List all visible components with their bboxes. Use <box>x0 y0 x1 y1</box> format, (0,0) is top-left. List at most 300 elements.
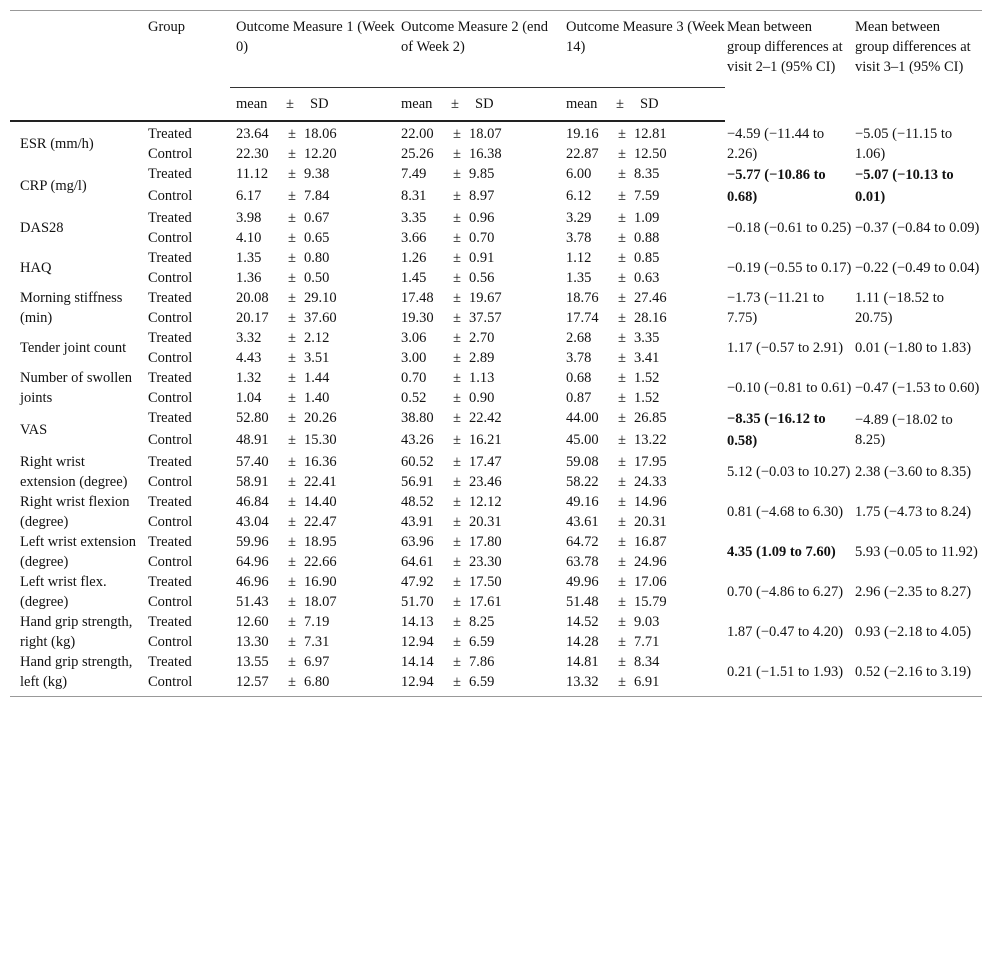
plus-minus: ± <box>288 126 296 142</box>
plus-minus: ± <box>618 330 626 346</box>
mean-value: 23.64 <box>236 126 269 142</box>
sd-value: 8.35 <box>634 166 660 182</box>
plus-minus: ± <box>453 166 461 182</box>
value-cell <box>560 248 725 268</box>
mean-value: 17.74 <box>566 310 599 326</box>
table-row <box>10 368 982 388</box>
value-cell <box>560 208 725 228</box>
mean-value: 1.04 <box>236 390 262 406</box>
plus-minus: ± <box>453 514 461 530</box>
table-row <box>10 532 982 552</box>
plus-minus: ± <box>618 350 626 366</box>
mean-value: 59.08 <box>566 454 599 470</box>
sd-value: 12.20 <box>304 146 337 162</box>
sd-value: 0.80 <box>304 250 330 266</box>
value-cell <box>395 328 560 348</box>
sd-value: 0.56 <box>469 270 495 286</box>
group-control: Control <box>148 674 193 690</box>
mean-value: 14.81 <box>566 654 599 670</box>
mean-value: 63.78 <box>566 554 599 570</box>
sd-value: 1.09 <box>634 210 660 226</box>
mean-value: 20.17 <box>236 310 269 326</box>
sd-value: 17.50 <box>469 574 502 590</box>
diff-2-1: −5.77 (−10.86 to 0.68) <box>727 167 826 205</box>
mean-value: 3.35 <box>401 210 427 226</box>
sd-value: 7.71 <box>634 634 660 650</box>
value-cell <box>230 632 395 652</box>
plus-minus: ± <box>453 390 461 406</box>
group-treated: Treated <box>148 370 192 386</box>
mean-value: 12.60 <box>236 614 269 630</box>
table-row <box>10 288 982 308</box>
value-cell <box>230 328 395 348</box>
mean-value: 43.26 <box>401 432 434 448</box>
plus-minus: ± <box>618 514 626 530</box>
row-label: Left wrist flex. (degree) <box>20 574 107 610</box>
mean-value: 51.43 <box>236 594 269 610</box>
group-treated: Treated <box>148 454 192 470</box>
value-cell <box>560 552 725 572</box>
plus-minus: ± <box>618 290 626 306</box>
plus-minus: ± <box>288 370 296 386</box>
value-cell <box>395 472 560 492</box>
mean-value: 1.32 <box>236 370 262 386</box>
plus-minus: ± <box>288 454 296 470</box>
diff-3-1: 1.11 (−18.52 to 20.75) <box>855 290 944 326</box>
sd-value: 3.35 <box>634 330 660 346</box>
plus-minus: ± <box>288 270 296 286</box>
diff-3-1: 2.38 (−3.60 to 8.35) <box>855 464 972 480</box>
mean-value: 13.30 <box>236 634 269 650</box>
diff-2-1: 0.81 (−4.68 to 6.30) <box>727 504 844 520</box>
plus-minus: ± <box>453 494 461 510</box>
sd-value: 20.31 <box>634 514 667 530</box>
value-cell <box>395 492 560 512</box>
plus-minus: ± <box>453 474 461 490</box>
mean-value: 4.43 <box>236 350 262 366</box>
diff-2-1: 0.21 (−1.51 to 1.93) <box>727 664 844 680</box>
mean-value: 4.10 <box>236 230 262 246</box>
plus-minus: ± <box>618 250 626 266</box>
group-treated: Treated <box>148 290 192 306</box>
value-cell <box>395 512 560 532</box>
table-row <box>10 652 982 672</box>
value-cell <box>560 308 725 328</box>
value-cell <box>395 452 560 472</box>
value-cell <box>230 208 395 228</box>
plus-minus: ± <box>453 350 461 366</box>
table-row <box>10 164 982 186</box>
results-table <box>10 10 982 697</box>
plus-minus: ± <box>453 188 461 204</box>
mean-value: 25.26 <box>401 146 434 162</box>
value-cell <box>395 612 560 632</box>
group-treated: Treated <box>148 614 192 630</box>
mean-value: 6.00 <box>566 166 592 182</box>
mean-value: 44.00 <box>566 410 599 426</box>
diff-2-1: 1.87 (−0.47 to 4.20) <box>727 624 844 640</box>
sd-value: 22.47 <box>304 514 337 530</box>
sd-value: 20.31 <box>469 514 502 530</box>
row-label: HAQ <box>20 260 52 276</box>
plus-minus: ± <box>453 210 461 226</box>
plus-minus: ± <box>288 594 296 610</box>
value-cell <box>395 268 560 288</box>
value-cell <box>230 552 395 572</box>
group-control: Control <box>148 270 193 286</box>
value-cell <box>395 430 560 452</box>
plus-minus: ± <box>288 146 296 162</box>
value-cell <box>395 652 560 672</box>
value-cell <box>230 492 395 512</box>
value-cell <box>230 228 395 248</box>
subheader-om3: mean ± SD <box>560 88 725 122</box>
mean-value: 63.96 <box>401 534 434 550</box>
sd-value: 16.36 <box>304 454 337 470</box>
sd-value: 6.91 <box>634 674 660 690</box>
sd-value: 1.13 <box>469 370 495 386</box>
sd-value: 3.41 <box>634 350 660 366</box>
plus-minus: ± <box>453 270 461 286</box>
group-control: Control <box>148 188 193 204</box>
plus-minus: ± <box>453 146 461 162</box>
plus-minus: ± <box>618 126 626 142</box>
mean-value: 17.48 <box>401 290 434 306</box>
mean-value: 7.49 <box>401 166 427 182</box>
plus-minus: ± <box>453 410 461 426</box>
mean-value: 22.87 <box>566 146 599 162</box>
mean-value: 0.70 <box>401 370 427 386</box>
mean-value: 0.68 <box>566 370 592 386</box>
mean-value: 0.87 <box>566 390 592 406</box>
mean-value: 49.96 <box>566 574 599 590</box>
plus-minus: ± <box>288 574 296 590</box>
plus-minus: ± <box>618 634 626 650</box>
plus-minus: ± <box>618 370 626 386</box>
plus-minus: ± <box>288 390 296 406</box>
plus-minus: ± <box>288 410 296 426</box>
diff-3-1: 5.93 (−0.05 to 11.92) <box>855 544 978 560</box>
sd-value: 22.42 <box>469 410 502 426</box>
plus-minus: ± <box>288 230 296 246</box>
header-outcome-2: Outcome Measure 2 (end of Week 2) <box>401 19 548 55</box>
mean-value: 38.80 <box>401 410 434 426</box>
value-cell <box>560 164 725 186</box>
mean-value: 22.00 <box>401 126 434 142</box>
sd-value: 0.90 <box>469 390 495 406</box>
value-cell <box>230 408 395 430</box>
group-treated: Treated <box>148 126 192 142</box>
value-cell <box>560 572 725 592</box>
sd-value: 2.89 <box>469 350 495 366</box>
diff-2-1: 0.70 (−4.86 to 6.27) <box>727 584 844 600</box>
group-control: Control <box>148 350 193 366</box>
value-cell <box>395 348 560 368</box>
mean-value: 45.00 <box>566 432 599 448</box>
row-label: Right wrist flexion (degree) <box>20 494 130 530</box>
group-control: Control <box>148 310 193 326</box>
plus-minus: ± <box>618 310 626 326</box>
diff-2-1: −0.19 (−0.55 to 0.17) <box>727 260 852 276</box>
sd-value: 18.95 <box>304 534 337 550</box>
mean-value: 8.31 <box>401 188 427 204</box>
plus-minus: ± <box>288 350 296 366</box>
value-cell <box>560 121 725 144</box>
sd-value: 23.30 <box>469 554 502 570</box>
value-cell <box>230 121 395 144</box>
plus-minus: ± <box>288 432 296 448</box>
value-cell <box>395 552 560 572</box>
diff-3-1: 0.93 (−2.18 to 4.05) <box>855 624 972 640</box>
sd-value: 15.79 <box>634 594 667 610</box>
value-cell <box>230 532 395 552</box>
sd-value: 0.50 <box>304 270 330 286</box>
diff-2-1: 1.17 (−0.57 to 2.91) <box>727 340 844 356</box>
subheader-om2: mean ± SD <box>395 88 560 122</box>
plus-minus: ± <box>618 188 626 204</box>
table-row <box>10 492 982 512</box>
mean-value: 3.66 <box>401 230 427 246</box>
mean-value: 48.52 <box>401 494 434 510</box>
value-cell <box>560 592 725 612</box>
value-cell <box>560 612 725 632</box>
value-cell <box>560 288 725 308</box>
mean-value: 64.96 <box>236 554 269 570</box>
row-label: Left wrist extension (degree) <box>20 534 136 570</box>
value-cell <box>395 672 560 692</box>
row-label: Hand grip strength, right (kg) <box>20 614 133 650</box>
sd-value: 24.33 <box>634 474 667 490</box>
value-cell <box>560 672 725 692</box>
sd-value: 2.12 <box>304 330 330 346</box>
row-label: Right wrist extension (degree) <box>20 454 128 490</box>
value-cell <box>560 388 725 408</box>
group-treated: Treated <box>148 210 192 226</box>
plus-minus: ± <box>453 250 461 266</box>
sd-value: 1.52 <box>634 390 660 406</box>
mean-value: 14.52 <box>566 614 599 630</box>
value-cell <box>230 472 395 492</box>
sd-value: 29.10 <box>304 290 337 306</box>
plus-minus: ± <box>453 126 461 142</box>
mean-value: 1.35 <box>236 250 262 266</box>
value-cell <box>560 268 725 288</box>
value-cell <box>230 572 395 592</box>
group-control: Control <box>148 230 193 246</box>
group-treated: Treated <box>148 410 192 426</box>
value-cell <box>560 348 725 368</box>
sd-value: 0.91 <box>469 250 495 266</box>
sd-value: 0.96 <box>469 210 495 226</box>
mean-value: 51.48 <box>566 594 599 610</box>
value-cell <box>230 186 395 208</box>
mean-value: 13.55 <box>236 654 269 670</box>
table-row <box>10 248 982 268</box>
plus-minus: ± <box>453 674 461 690</box>
group-control: Control <box>148 432 193 448</box>
plus-minus: ± <box>453 574 461 590</box>
value-cell <box>560 492 725 512</box>
sd-value: 14.40 <box>304 494 337 510</box>
mean-value: 3.00 <box>401 350 427 366</box>
diff-2-1: −0.10 (−0.81 to 0.61) <box>727 380 852 396</box>
value-cell <box>395 228 560 248</box>
sd-value: 7.86 <box>469 654 495 670</box>
value-cell <box>395 208 560 228</box>
value-cell <box>395 592 560 612</box>
header-outcome-3: Outcome Measure 3 (Week 14) <box>566 19 725 55</box>
sd-value: 3.51 <box>304 350 330 366</box>
group-treated: Treated <box>148 166 192 182</box>
sd-value: 1.44 <box>304 370 330 386</box>
group-treated: Treated <box>148 250 192 266</box>
plus-minus: ± <box>288 654 296 670</box>
plus-minus: ± <box>618 534 626 550</box>
mean-value: 3.06 <box>401 330 427 346</box>
sd-value: 15.30 <box>304 432 337 448</box>
diff-3-1: 0.52 (−2.16 to 3.19) <box>855 664 972 680</box>
row-label: Morning stiffness (min) <box>20 290 123 326</box>
plus-minus: ± <box>618 432 626 448</box>
plus-minus: ± <box>288 634 296 650</box>
sd-value: 18.07 <box>304 594 337 610</box>
plus-minus: ± <box>288 534 296 550</box>
value-cell <box>560 430 725 452</box>
mean-value: 52.80 <box>236 410 269 426</box>
plus-minus: ± <box>453 370 461 386</box>
sd-value: 0.65 <box>304 230 330 246</box>
value-cell <box>230 452 395 472</box>
mean-value: 49.16 <box>566 494 599 510</box>
diff-2-1: −4.59 (−11.44 to 2.26) <box>727 125 825 162</box>
mean-value: 0.52 <box>401 390 427 406</box>
sd-value: 0.70 <box>469 230 495 246</box>
sd-value: 17.47 <box>469 454 502 470</box>
value-cell <box>395 388 560 408</box>
table-row <box>10 121 982 144</box>
value-cell <box>395 308 560 328</box>
value-cell <box>560 652 725 672</box>
value-cell <box>395 408 560 430</box>
mean-value: 14.14 <box>401 654 434 670</box>
mean-value: 56.91 <box>401 474 434 490</box>
plus-minus: ± <box>288 290 296 306</box>
mean-value: 48.91 <box>236 432 269 448</box>
plus-minus: ± <box>618 410 626 426</box>
sd-value: 0.67 <box>304 210 330 226</box>
sd-value: 28.16 <box>634 310 667 326</box>
sd-value: 9.03 <box>634 614 660 630</box>
plus-minus: ± <box>288 188 296 204</box>
diff-3-1: 0.01 (−1.80 to 1.83) <box>855 340 972 356</box>
diff-2-1: −1.73 (−11.21 to 7.75) <box>727 290 825 326</box>
mean-value: 3.29 <box>566 210 592 226</box>
sd-value: 23.46 <box>469 474 502 490</box>
diff-3-1: −0.22 (−0.49 to 0.04) <box>855 260 980 276</box>
sd-value: 7.19 <box>304 614 330 630</box>
value-cell <box>395 248 560 268</box>
value-cell <box>395 121 560 144</box>
results-table-container <box>10 10 982 697</box>
mean-value: 12.57 <box>236 674 269 690</box>
mean-value: 59.96 <box>236 534 269 550</box>
plus-minus: ± <box>453 554 461 570</box>
diff-2-1: −0.18 (−0.61 to 0.25) <box>727 220 852 236</box>
sd-value: 17.61 <box>469 594 502 610</box>
mean-value: 1.45 <box>401 270 427 286</box>
value-cell <box>230 612 395 632</box>
mean-value: 47.92 <box>401 574 434 590</box>
plus-minus: ± <box>453 230 461 246</box>
mean-value: 43.61 <box>566 514 599 530</box>
plus-minus: ± <box>618 654 626 670</box>
sd-value: 8.97 <box>469 188 495 204</box>
plus-minus: ± <box>618 614 626 630</box>
plus-minus: ± <box>453 594 461 610</box>
value-cell <box>230 652 395 672</box>
value-cell <box>395 164 560 186</box>
value-cell <box>560 368 725 388</box>
mean-value: 13.32 <box>566 674 599 690</box>
sd-value: 0.88 <box>634 230 660 246</box>
value-cell <box>230 268 395 288</box>
diff-3-1: −5.05 (−11.15 to 1.06) <box>855 125 953 162</box>
sd-value: 0.63 <box>634 270 660 286</box>
plus-minus: ± <box>618 494 626 510</box>
group-treated: Treated <box>148 330 192 346</box>
mean-value: 1.26 <box>401 250 427 266</box>
plus-minus: ± <box>288 166 296 182</box>
table-row <box>10 452 982 472</box>
header-outcome-1: Outcome Measure 1 (Week 0) <box>236 19 395 55</box>
mean-value: 19.30 <box>401 310 434 326</box>
sd-value: 22.66 <box>304 554 337 570</box>
value-cell <box>560 144 725 164</box>
diff-3-1: −5.07 (−10.13 to 0.01) <box>855 167 954 205</box>
row-label: ESR (mm/h) <box>20 136 94 152</box>
plus-minus: ± <box>453 290 461 306</box>
sd-value: 2.70 <box>469 330 495 346</box>
mean-value: 64.72 <box>566 534 599 550</box>
header-diff-3-1: Mean between group differences at visit 3–1 (95% CI) <box>855 19 971 75</box>
plus-minus: ± <box>618 270 626 286</box>
sd-value: 6.59 <box>469 634 495 650</box>
plus-minus: ± <box>453 330 461 346</box>
value-cell <box>395 144 560 164</box>
mean-value: 1.36 <box>236 270 262 286</box>
plus-minus: ± <box>618 166 626 182</box>
group-treated: Treated <box>148 534 192 550</box>
value-cell <box>560 512 725 532</box>
row-label: DAS28 <box>20 220 64 236</box>
diff-3-1: −4.89 (−18.02 to 8.25) <box>855 412 953 448</box>
mean-value: 22.30 <box>236 146 269 162</box>
value-cell <box>395 368 560 388</box>
value-cell <box>560 408 725 430</box>
group-control: Control <box>148 634 193 650</box>
plus-minus: ± <box>618 594 626 610</box>
table-row <box>10 612 982 632</box>
plus-minus: ± <box>288 330 296 346</box>
sd-value: 22.41 <box>304 474 337 490</box>
sd-value: 12.81 <box>634 126 667 142</box>
value-cell <box>230 348 395 368</box>
group-control: Control <box>148 146 193 162</box>
sd-value: 19.67 <box>469 290 502 306</box>
mean-value: 12.94 <box>401 674 434 690</box>
mean-value: 3.78 <box>566 350 592 366</box>
mean-value: 58.91 <box>236 474 269 490</box>
